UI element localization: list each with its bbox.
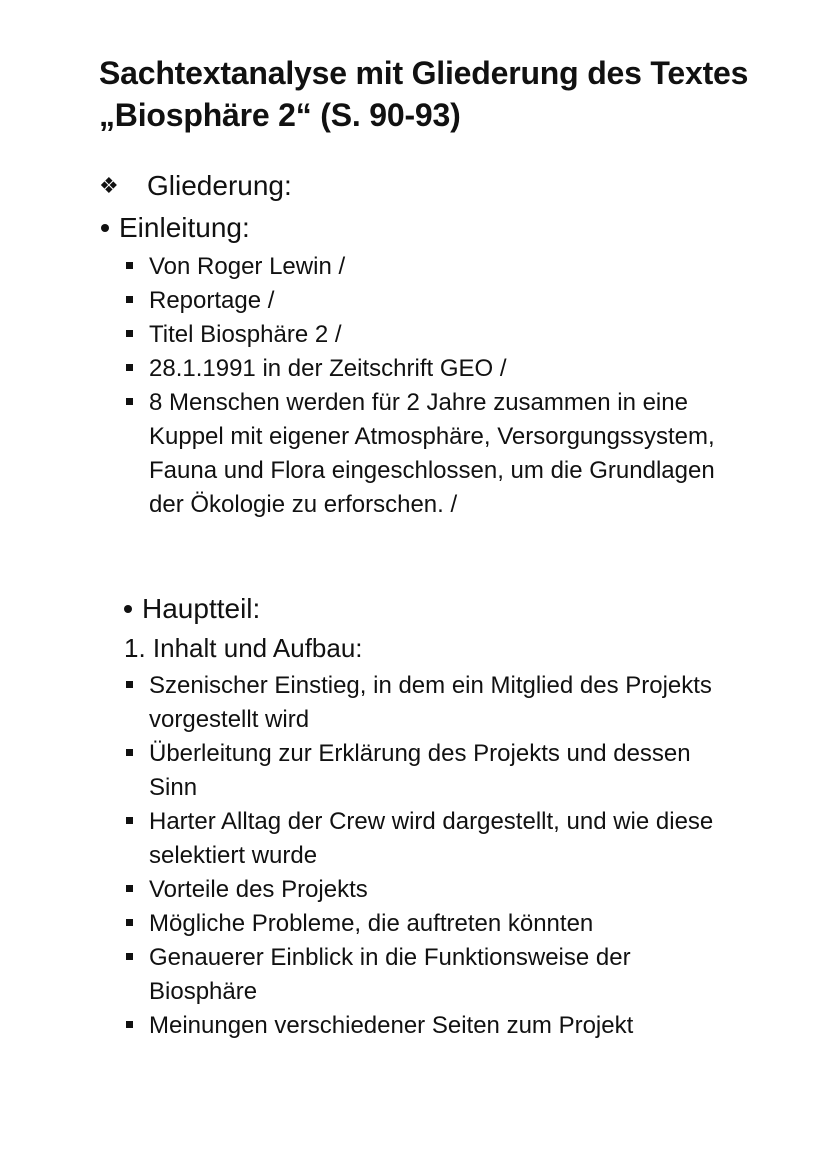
list-item: Harter Alltag der Crew wird dargestellt, und wie diese selektiert wurde [124, 805, 734, 873]
square-bullet-icon [126, 749, 133, 756]
inhalt-aufbau-subheading: 1. Inhalt und Aufbau: [124, 633, 363, 663]
square-bullet-icon [126, 364, 133, 371]
round-bullet-icon [101, 224, 109, 232]
round-bullet-icon [124, 605, 132, 613]
einleitung-label: Einleitung: [119, 212, 250, 243]
square-bullet-icon [126, 330, 133, 337]
square-bullet-icon [126, 398, 133, 405]
list-item: Mögliche Probleme, die auftreten könnten [124, 907, 734, 941]
diamond-bullet-icon: ❖ [99, 173, 119, 198]
list-item: 8 Menschen werden für 2 Jahre zusammen in eine Kuppel mit eigener Atmosphäre, Versorgungssystem, Fauna und Flora eingeschlossen, um die Grundlagen der Ökologie zu erforschen. / [124, 386, 734, 522]
square-bullet-icon [126, 262, 133, 269]
square-bullet-icon [126, 817, 133, 824]
list-item: Von Roger Lewin / [124, 250, 734, 284]
square-bullet-icon [126, 919, 133, 926]
list-item: Genauerer Einblick in die Funktionsweise der Biosphäre [124, 941, 734, 1009]
list-item: Meinungen verschiedener Seiten zum Projekt [124, 1009, 734, 1043]
square-bullet-icon [126, 681, 133, 688]
hauptteil-list [124, 669, 734, 1043]
list-item: Überleitung zur Erklärung des Projekts und dessen Sinn [124, 737, 734, 805]
square-bullet-icon [126, 296, 133, 303]
hauptteil-label: Hauptteil: [142, 593, 261, 624]
einleitung-heading [101, 210, 250, 246]
hauptteil-heading [124, 591, 260, 627]
list-item: Szenischer Einstieg, in dem ein Mitglied des Projekts vorgestellt wird [124, 669, 734, 737]
einleitung-list [124, 250, 734, 522]
list-item: Vorteile des Projekts [124, 873, 734, 907]
list-item: 28.1.1991 in der Zeitschrift GEO / [124, 352, 734, 386]
gliederung-heading [99, 168, 292, 204]
list-item: Reportage / [124, 284, 734, 318]
page-title: Sachtextanalyse mit Gliederung des Textes „Biosphäre 2“ (S. 90-93) [99, 55, 749, 133]
list-item: Titel Biosphäre 2 / [124, 318, 734, 352]
square-bullet-icon [126, 885, 133, 892]
square-bullet-icon [126, 1021, 133, 1028]
square-bullet-icon [126, 953, 133, 960]
gliederung-label: Gliederung: [147, 170, 292, 201]
